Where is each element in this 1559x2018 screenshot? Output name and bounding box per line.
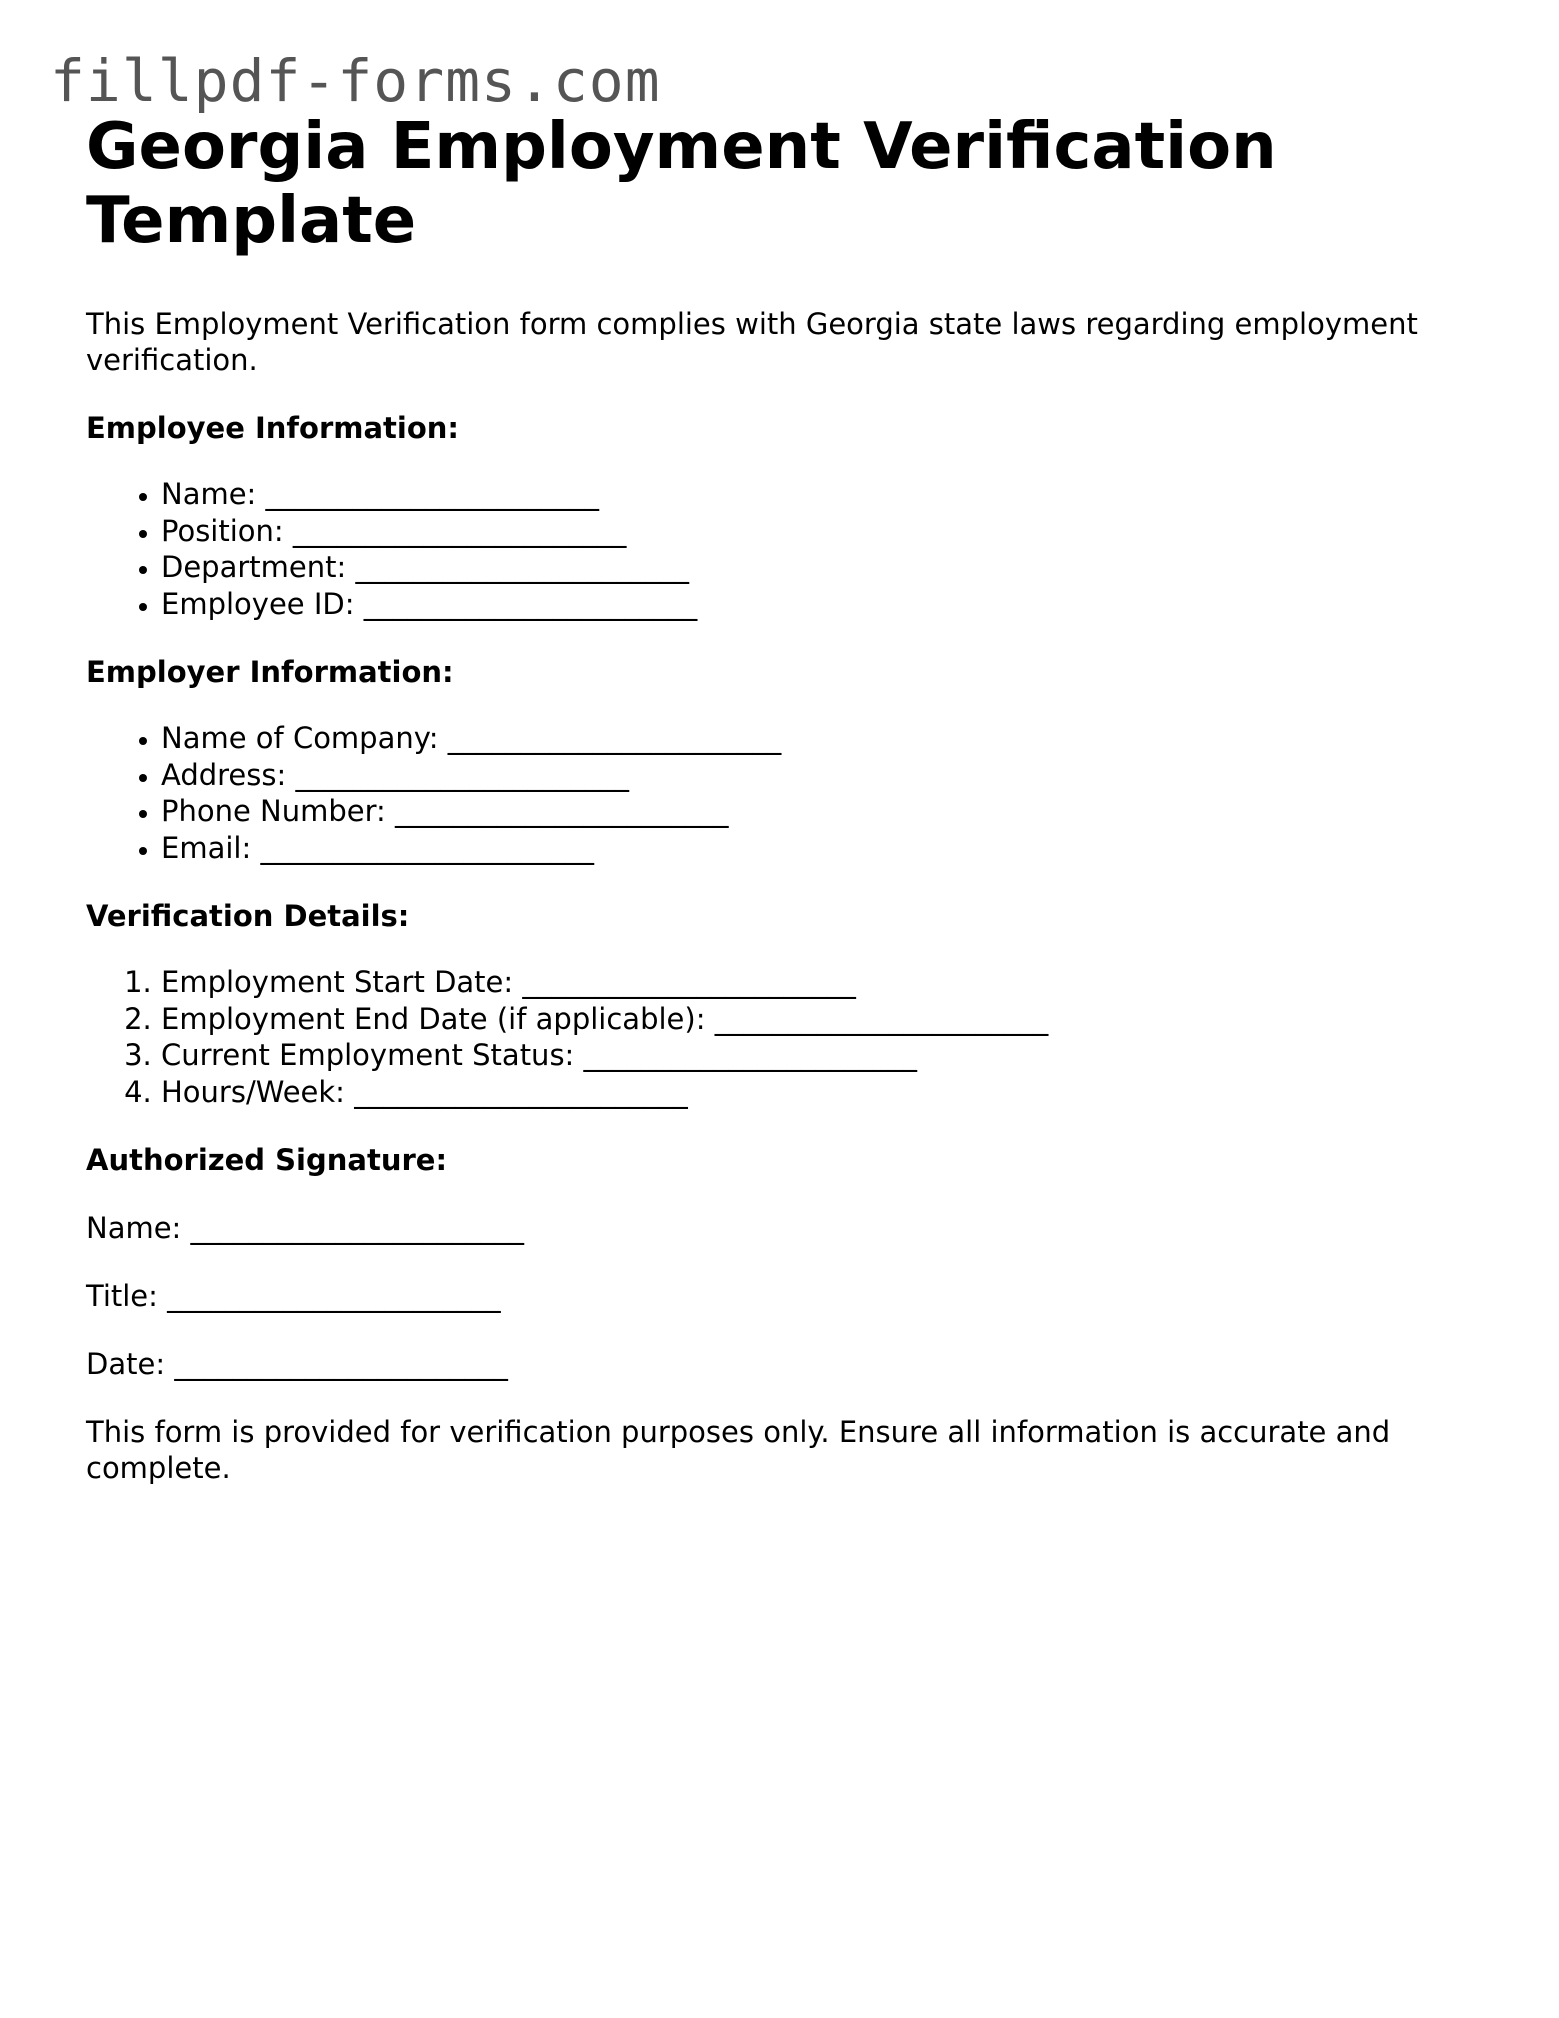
hours-week-blank[interactable]: _______________________ [354, 1074, 688, 1109]
field-label: Email: [161, 830, 252, 865]
field-label: Employee ID: [161, 586, 355, 621]
list-item [161, 513, 1486, 550]
list-item [161, 1074, 1486, 1111]
employer-information-list [86, 720, 1486, 866]
field-label: Employment End Date (if applicable): [161, 1001, 706, 1036]
field-label: Title: [86, 1279, 158, 1313]
employment-status-blank[interactable]: _______________________ [583, 1038, 918, 1072]
signature-name-line [86, 1210, 1486, 1246]
signature-date-line [86, 1346, 1486, 1382]
position-blank[interactable]: _______________________ [292, 513, 627, 548]
authorized-signature-heading: Authorized Signature: [86, 1143, 448, 1177]
verification-details-heading: Verification Details: [86, 899, 410, 933]
signature-date-blank[interactable]: _______________________ [174, 1347, 508, 1381]
end-date-blank[interactable]: _______________________ [714, 1001, 1049, 1036]
field-label: Department: [161, 550, 347, 584]
footer-note: This form is provided for verification purposes only. Ensure all information is accurate and complete. [86, 1415, 1391, 1485]
signature-title-blank[interactable]: _______________________ [167, 1279, 501, 1313]
start-date-blank[interactable]: _______________________ [522, 965, 856, 999]
verification-details-list [86, 964, 1486, 1110]
signature-name-blank[interactable]: _______________________ [190, 1211, 525, 1245]
list-item [161, 476, 1486, 513]
field-label: Name of Company: [161, 721, 439, 755]
address-blank[interactable]: _______________________ [295, 757, 629, 792]
field-label: Name: [86, 1211, 182, 1245]
list-item [161, 1001, 1486, 1038]
field-label: Hours/Week: [161, 1074, 345, 1109]
list-item [161, 964, 1486, 1001]
field-label: Name: [161, 477, 257, 511]
watermark-logo: fillpdf-forms.com [50, 47, 661, 115]
field-label: Date: [86, 1347, 166, 1381]
field-label: Current Employment Status: [161, 1038, 575, 1072]
list-item [161, 830, 1486, 867]
field-label: Phone Number: [161, 794, 386, 828]
list-item [161, 793, 1486, 830]
company-name-blank[interactable]: _______________________ [447, 721, 782, 755]
page-title: Georgia Employment Verification Template [86, 110, 1277, 258]
list-item [161, 757, 1486, 794]
list-item [161, 586, 1486, 623]
intro-paragraph: This Employment Verification form complies with Georgia state laws regarding employment verification. [86, 307, 1418, 377]
employee-information-list [86, 476, 1486, 622]
list-item [161, 549, 1486, 586]
document-page [86, 110, 1486, 1486]
field-label: Employment Start Date: [161, 965, 514, 999]
employer-information-heading: Employer Information: [86, 655, 454, 689]
employee-id-blank[interactable]: _______________________ [363, 586, 698, 621]
department-blank[interactable]: _______________________ [355, 550, 689, 584]
signature-title-line [86, 1278, 1486, 1314]
list-item [161, 1037, 1486, 1074]
name-blank[interactable]: _______________________ [265, 477, 600, 511]
employee-information-heading: Employee Information: [86, 411, 460, 445]
email-blank[interactable]: _______________________ [260, 830, 594, 865]
field-label: Position: [161, 513, 284, 548]
list-item [161, 720, 1486, 757]
phone-number-blank[interactable]: _______________________ [395, 794, 729, 828]
field-label: Address: [161, 757, 287, 792]
